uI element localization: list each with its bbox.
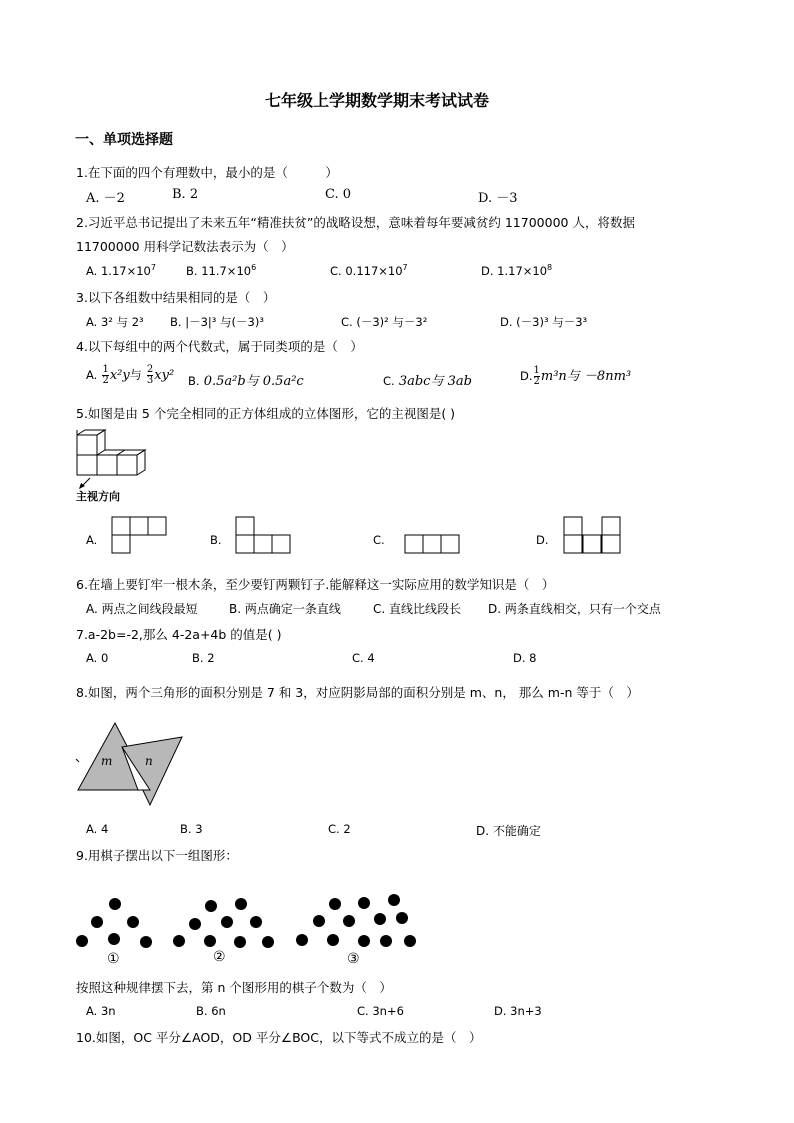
- q1-option-b[interactable]: B. 2: [172, 187, 199, 202]
- q7-option-c[interactable]: C. 4: [352, 651, 375, 665]
- q5-option-c[interactable]: C.: [373, 533, 385, 547]
- q9-option-a[interactable]: A. 3n: [86, 1004, 116, 1018]
- q5-option-d[interactable]: D.: [536, 533, 549, 547]
- q7-option-a[interactable]: A. 0: [86, 651, 109, 665]
- q7-option-d[interactable]: D. 8: [513, 651, 537, 665]
- q2-option-c[interactable]: C. $0.117\times 10^7$: [330, 263, 408, 278]
- q6-option-c[interactable]: C. 直线比线段长: [373, 602, 462, 616]
- figure-3-label: ③: [347, 951, 360, 967]
- q9-option-b[interactable]: B. 6n: [196, 1004, 226, 1018]
- question-4-text: 4.以下每组中的两个代数式，属于同类项的是（ ）: [76, 339, 363, 354]
- q6-option-d[interactable]: D. 两条直线相交，只有一个交点: [488, 602, 661, 616]
- q5-option-a[interactable]: A.: [86, 533, 98, 547]
- q7-option-b[interactable]: B. 2: [192, 651, 215, 665]
- q5-option-b[interactable]: B.: [210, 533, 222, 547]
- q1-option-c[interactable]: C. 0: [325, 187, 352, 202]
- q9-option-d[interactable]: D. 3n+3: [494, 1004, 542, 1018]
- question-7-text: 7.a-2b=-2,那么 4-2a+4b 的值是( ): [76, 627, 282, 642]
- q6-option-a[interactable]: A. 两点之间线段最短: [86, 602, 198, 616]
- q6-option-b[interactable]: B. 两点确定一条直线: [229, 602, 341, 616]
- question-1-text: 1.在下面的四个有理数中，最小的是（ ）: [76, 165, 338, 180]
- question-5-text: 5.如图是由 5 个完全相同的正方体组成的立体图形，它的主视图是( ): [76, 406, 456, 421]
- q4-option-d[interactable]: D. $\frac{1}{2}$ m³n与 －8nm³: [520, 365, 632, 387]
- section-heading: 一、单项选择题: [75, 132, 173, 148]
- q3-option-c[interactable]: C. (－3)² 与－3²: [341, 315, 428, 329]
- q2-option-b[interactable]: B. $11.7\times 10^6$: [186, 263, 257, 278]
- figure-caption: 主视方向: [76, 490, 120, 503]
- q3-option-b[interactable]: B. |－3|³ 与(－3)³: [170, 315, 264, 329]
- q3-option-d[interactable]: D. (－3)³ 与－3³: [500, 315, 588, 329]
- q4-option-c[interactable]: C. 3abc与 3ab: [383, 374, 472, 389]
- question-3-text: 3.以下各组数中结果相同的是（ ）: [76, 290, 276, 305]
- q1-option-d[interactable]: D. －3: [478, 191, 518, 206]
- figure-1-label: ①: [107, 951, 120, 967]
- q8-option-a[interactable]: A. 4: [86, 822, 109, 836]
- q3-option-a[interactable]: A. 3² 与 2³: [86, 315, 144, 329]
- label-m: m: [101, 754, 113, 768]
- page-title: 七年级上学期数学期末考试试卷: [265, 91, 490, 110]
- q8-option-b[interactable]: B. 3: [180, 822, 203, 836]
- question-6-text: 6.在墙上要钉牢一根木条，至少要钉两颗钉子.能解释这一实际应用的数学知识是（ ）: [76, 577, 555, 592]
- question-8-text: 8.如图，两个三角形的面积分别是 7 和 3，对应阴影局部的面积分别是 m、n， 那么 m-n 等于（ ）: [76, 685, 639, 700]
- q9-option-c[interactable]: C. 3n+6: [357, 1004, 404, 1018]
- q8-option-d[interactable]: D. 不能确定: [476, 824, 541, 838]
- q1-option-a[interactable]: A. －2: [86, 191, 125, 206]
- q4-option-a[interactable]: A. $\frac{1}{2}$ x²y与 $\frac{2}{3}$ xy²: [86, 364, 175, 386]
- q8-option-c[interactable]: C. 2: [328, 822, 351, 836]
- question-2-line-2: 11700000 用科学记数法表示为（ ）: [76, 239, 294, 254]
- question-9-prompt: 按照这种规律摆下去，第 n 个图形用的棋子个数为（ ）: [76, 980, 392, 995]
- label-n: n: [145, 754, 153, 768]
- q2-option-a[interactable]: A. $1.17\times 10^7$: [86, 263, 156, 278]
- figure-2-label: ②: [213, 949, 226, 965]
- q4-option-b[interactable]: B. 0.5a²b与 0.5a²c: [188, 374, 304, 389]
- question-2-line-1: 2.习近平总书记提出了未来五年“精准扶贫”的战略设想，意味着每年要减贫约 11700000 人，将数据: [76, 215, 635, 230]
- question-9-text: 9.用棋子摆出以下一组图形：: [76, 848, 238, 863]
- q2-option-d[interactable]: D. $1.17\times 10^8$: [481, 263, 553, 278]
- question-10-text: 10.如图，OC 平分∠AOD，OD 平分∠BOC，以下等式不成立的是（ ）: [76, 1030, 482, 1045]
